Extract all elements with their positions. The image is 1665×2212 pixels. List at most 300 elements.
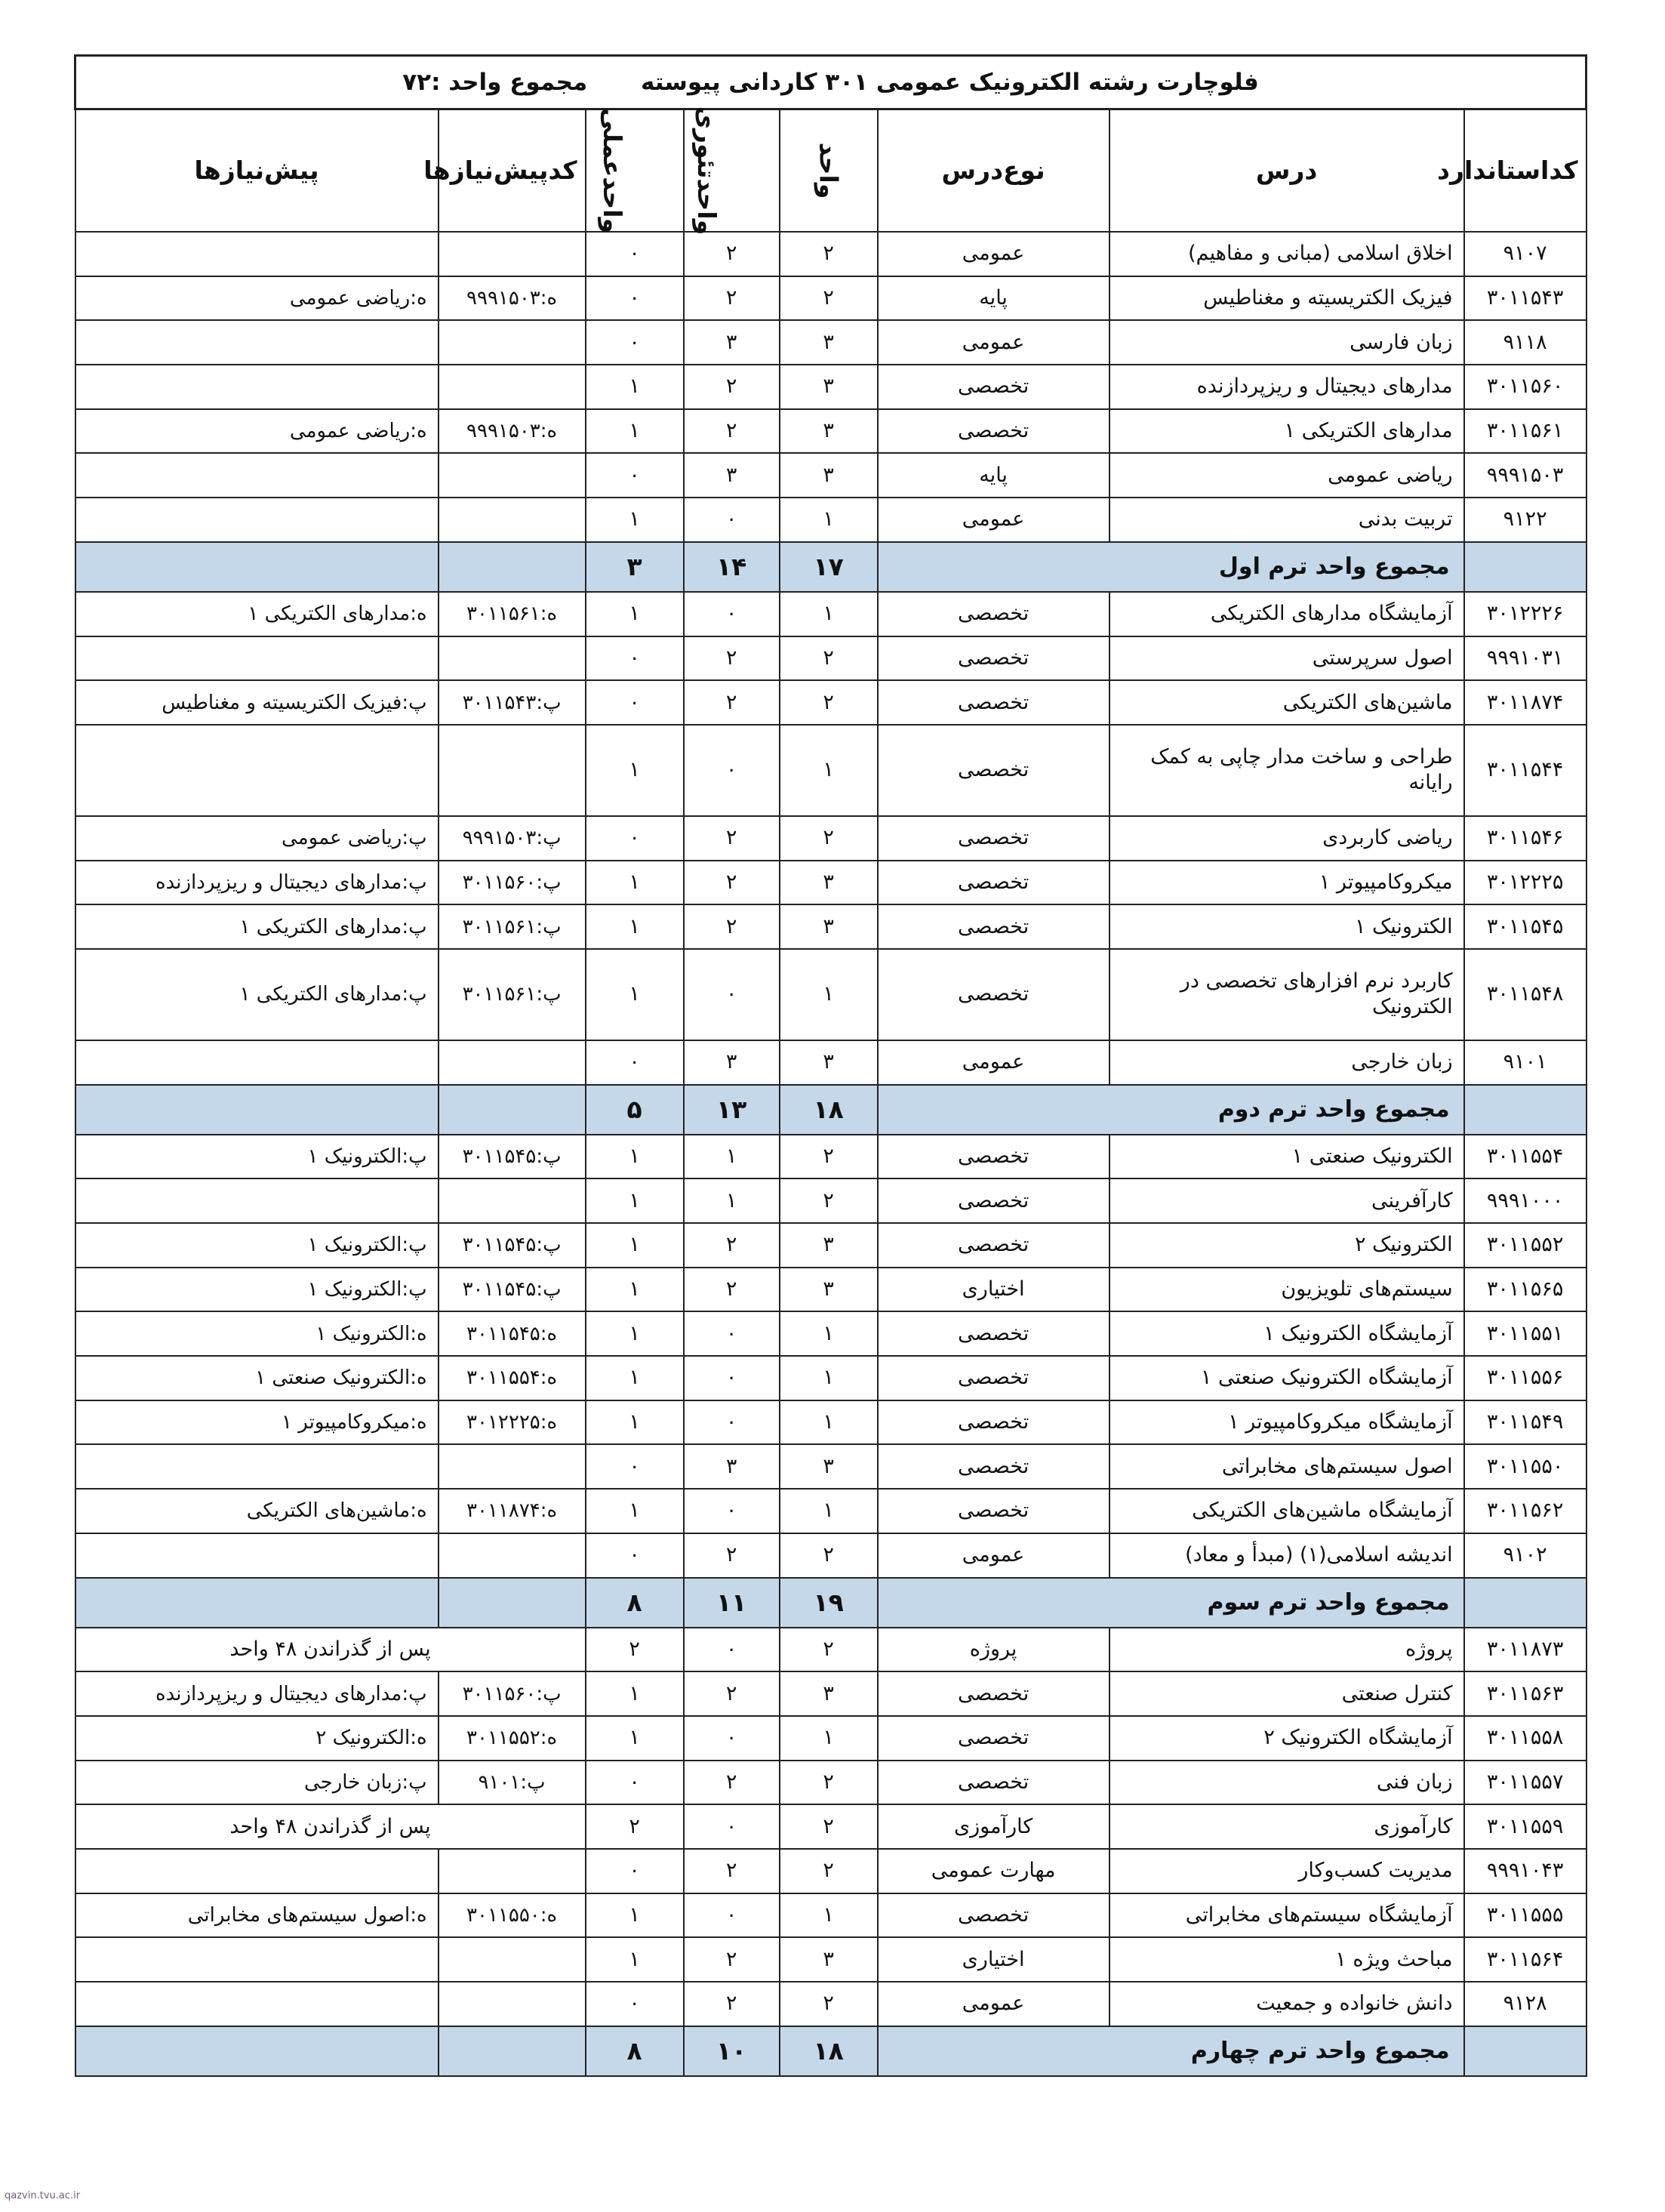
course-practical-units: ۱	[586, 1223, 684, 1268]
course-name: زبان فنی	[1109, 1761, 1464, 1805]
prerequisite-code: ه:۹۹۹۱۵۰۳	[439, 276, 586, 321]
course-theory-units: ۰	[684, 725, 780, 816]
course-table	[74, 54, 1587, 2077]
course-units: ۳	[780, 1444, 878, 1489]
prerequisite-note: پس از گذراندن ۴۸ واحد	[75, 1804, 586, 1849]
course-units: ۱	[780, 1716, 878, 1761]
course-name: زبان خارجی	[1109, 1040, 1464, 1085]
course-type: تخصصی	[878, 904, 1109, 949]
course-units: ۱	[780, 1356, 878, 1400]
course-name: کارآفرینی	[1109, 1178, 1464, 1223]
course-practical-units: ۱	[586, 498, 684, 542]
course-code: ۳۰۱۱۵۵۲	[1464, 1223, 1587, 1268]
course-type: عمومی	[878, 1982, 1109, 2026]
course-units: ۳	[780, 904, 878, 949]
course-theory-units: ۲	[684, 1533, 780, 1578]
course-code: ۳۰۱۱۵۵۰	[1464, 1444, 1587, 1489]
header-units-label: واحد	[814, 142, 844, 199]
course-type: عمومی	[878, 232, 1109, 276]
course-practical-units: ۰	[586, 276, 684, 321]
course-type: تخصصی	[878, 1135, 1109, 1179]
course-theory-units: ۲	[684, 1849, 780, 1893]
title-total: مجموع واحد :۷۲	[402, 69, 588, 96]
prerequisite-name: پ:الکترونیک ۱	[75, 1268, 439, 1312]
prerequisite-code: پ:۳۰۱۱۵۶۰	[439, 861, 586, 905]
course-code: ۳۰۱۱۵۵۴	[1464, 1135, 1587, 1179]
course-practical-units: ۱	[586, 1400, 684, 1445]
course-name: الکترونیک ۲	[1109, 1223, 1464, 1268]
prerequisite-code	[439, 636, 586, 681]
course-name: اصول سیستم‌های مخابراتی	[1109, 1444, 1464, 1489]
course-name: کنترل صنعتی	[1109, 1671, 1464, 1716]
course-units: ۲	[780, 636, 878, 681]
table-row	[75, 680, 1587, 725]
course-type: تخصصی	[878, 636, 1109, 681]
course-name: دانش خانواده و جمعیت	[1109, 1982, 1464, 2026]
prerequisite-name: پ:مدارهای الکتریکی ۱	[75, 904, 439, 949]
course-theory-units: ۱	[684, 1178, 780, 1223]
course-type: پایه	[878, 453, 1109, 498]
term-total-units: ۱۸	[780, 1085, 878, 1135]
course-practical-units: ۱	[586, 1489, 684, 1533]
prerequisite-code: پ:۹۹۹۱۵۰۳	[439, 816, 586, 861]
prerequisite-code: پ:۳۰۱۱۵۶۱	[439, 904, 586, 949]
term-total-practical: ۵	[586, 1085, 684, 1135]
course-type: تخصصی	[878, 1489, 1109, 1533]
course-practical-units: ۰	[586, 1040, 684, 1085]
table-row	[75, 1761, 1587, 1805]
prerequisite-code	[439, 1982, 586, 2026]
prerequisite-name	[75, 453, 439, 498]
course-practical-units: ۱	[586, 365, 684, 409]
prerequisite-name	[75, 1444, 439, 1489]
prerequisite-code: پ:۳۰۱۱۵۴۵	[439, 1135, 586, 1179]
course-type: تخصصی	[878, 1356, 1109, 1400]
course-code: ۳۰۱۱۵۶۴	[1464, 1937, 1587, 1982]
prerequisite-name: پ:الکترونیک ۱	[75, 1223, 439, 1268]
prerequisite-name: ه:الکترونیک ۲	[75, 1716, 439, 1761]
course-practical-units: ۱	[586, 1311, 684, 1356]
term-total-blank	[75, 2026, 439, 2076]
course-type: تخصصی	[878, 1671, 1109, 1716]
course-type: تخصصی	[878, 861, 1109, 905]
title-main: فلوچارت رشته الکترونیک عمومی ۳۰۱ کاردانی پیوسته	[640, 69, 1259, 96]
course-type: تخصصی	[878, 1761, 1109, 1805]
course-name: کارآموزی	[1109, 1804, 1464, 1849]
course-type: تخصصی	[878, 1893, 1109, 1938]
table-row	[75, 1223, 1587, 1268]
course-units: ۲	[780, 1533, 878, 1578]
course-name: الکترونیک ۱	[1109, 904, 1464, 949]
course-theory-units: ۳	[684, 1040, 780, 1085]
course-code: ۹۹۹۱۰۳۱	[1464, 636, 1587, 681]
course-name: آزمایشگاه ماشین‌های الکتریکی	[1109, 1489, 1464, 1533]
course-code: ۹۱۲۲	[1464, 498, 1587, 542]
course-type: عمومی	[878, 498, 1109, 542]
course-type: عمومی	[878, 1533, 1109, 1578]
prerequisite-name	[75, 365, 439, 409]
prerequisite-code	[439, 1178, 586, 1223]
table-row	[75, 1489, 1587, 1533]
course-name: مدیریت کسب‌وکار	[1109, 1849, 1464, 1893]
course-code: ۳۰۱۱۵۶۳	[1464, 1671, 1587, 1716]
course-units: ۳	[780, 453, 878, 498]
course-theory-units: ۲	[684, 276, 780, 321]
term-total-blank	[439, 1085, 586, 1135]
course-type: پروژه	[878, 1628, 1109, 1672]
term-total-row	[75, 1085, 1587, 1135]
course-name: ریاضی عمومی	[1109, 453, 1464, 498]
term-total-blank	[439, 1578, 586, 1628]
prerequisite-code: ه:۳۰۱۱۸۷۴	[439, 1489, 586, 1533]
course-name: سیستم‌های تلویزیون	[1109, 1268, 1464, 1312]
table-row	[75, 409, 1587, 454]
course-code: ۳۰۱۱۵۶۲	[1464, 1489, 1587, 1533]
course-code: ۳۰۱۱۵۵۶	[1464, 1356, 1587, 1400]
course-units: ۲	[780, 816, 878, 861]
course-theory-units: ۲	[684, 816, 780, 861]
course-theory-units: ۰	[684, 1489, 780, 1533]
term-total-blank	[439, 2026, 586, 2076]
table-row	[75, 1849, 1587, 1893]
course-theory-units: ۰	[684, 1628, 780, 1672]
course-units: ۱	[780, 1893, 878, 1938]
course-code: ۳۰۱۱۵۴۹	[1464, 1400, 1587, 1445]
term-total-blank	[439, 542, 586, 592]
prerequisite-code: ه:۳۰۱۱۵۵۰	[439, 1893, 586, 1938]
course-name: میکروکامپیوتر ۱	[1109, 861, 1464, 905]
prerequisite-code	[439, 232, 586, 276]
header-prereq-code: کدپیش‌نیازها	[439, 109, 586, 233]
course-type: تخصصی	[878, 1400, 1109, 1445]
table-row	[75, 1268, 1587, 1312]
table-row	[75, 1533, 1587, 1578]
course-practical-units: ۱	[586, 1893, 684, 1938]
course-theory-units: ۲	[684, 1223, 780, 1268]
course-name: آزمایشگاه میکروکامپیوتر ۱	[1109, 1400, 1464, 1445]
prerequisite-name: پ:زبان خارجی	[75, 1761, 439, 1805]
course-name: کاربرد نرم افزارهای تخصصی در الکترونیک	[1109, 949, 1464, 1040]
header-code: کداستاندارد	[1464, 109, 1587, 233]
prerequisite-name: ه:مدارهای الکتریکی ۱	[75, 592, 439, 636]
table-row	[75, 1135, 1587, 1179]
course-name: اصول سرپرستی	[1109, 636, 1464, 681]
course-type: تخصصی	[878, 949, 1109, 1040]
course-theory-units: ۰	[684, 592, 780, 636]
prerequisite-name: پ:ریاضی عمومی	[75, 816, 439, 861]
course-rows	[75, 232, 1587, 2076]
course-type: پایه	[878, 276, 1109, 321]
prerequisite-name	[75, 1040, 439, 1085]
course-name: زبان فارسی	[1109, 320, 1464, 365]
course-type: عمومی	[878, 1040, 1109, 1085]
prerequisite-code: پ:۳۰۱۱۵۴۵	[439, 1223, 586, 1268]
prerequisite-name: ه:الکترونیک صنعتی ۱	[75, 1356, 439, 1400]
course-units: ۳	[780, 1671, 878, 1716]
course-theory-units: ۲	[684, 1671, 780, 1716]
course-practical-units: ۱	[586, 1356, 684, 1400]
course-practical-units: ۰	[586, 680, 684, 725]
prerequisite-name	[75, 1178, 439, 1223]
course-practical-units: ۰	[586, 232, 684, 276]
prerequisite-code: پ:۳۰۱۱۵۴۳	[439, 680, 586, 725]
course-theory-units: ۲	[684, 1761, 780, 1805]
course-code: ۳۰۱۱۵۶۱	[1464, 409, 1587, 454]
course-name: الکترونیک صنعتی ۱	[1109, 1135, 1464, 1179]
course-type: تخصصی	[878, 725, 1109, 816]
term-total-practical: ۸	[586, 2026, 684, 2076]
prerequisite-code	[439, 1937, 586, 1982]
course-type: تخصصی	[878, 365, 1109, 409]
course-units: ۲	[780, 1982, 878, 2026]
course-theory-units: ۳	[684, 453, 780, 498]
course-units: ۲	[780, 1135, 878, 1179]
course-code: ۳۰۱۲۲۲۵	[1464, 861, 1587, 905]
course-practical-units: ۰	[586, 1533, 684, 1578]
course-units: ۱	[780, 498, 878, 542]
table-row	[75, 498, 1587, 542]
prerequisite-code: ه:۳۰۱۱۵۶۱	[439, 592, 586, 636]
course-units: ۱	[780, 725, 878, 816]
course-type: تخصصی	[878, 1444, 1109, 1489]
prerequisite-name: پ:مدارهای الکتریکی ۱	[75, 949, 439, 1040]
prerequisite-code	[439, 1040, 586, 1085]
course-code: ۳۰۱۱۵۴۵	[1464, 904, 1587, 949]
course-theory-units: ۰	[684, 1400, 780, 1445]
table-row	[75, 1937, 1587, 1982]
table-row	[75, 1804, 1587, 1849]
course-units: ۲	[780, 1804, 878, 1849]
course-code: ۳۰۱۱۸۷۴	[1464, 680, 1587, 725]
course-code: ۳۰۱۱۵۶۰	[1464, 365, 1587, 409]
course-name: ریاضی کاربردی	[1109, 816, 1464, 861]
header-row	[75, 109, 1587, 233]
course-units: ۲	[780, 1761, 878, 1805]
prerequisite-name: پ:الکترونیک ۱	[75, 1135, 439, 1179]
course-theory-units: ۰	[684, 498, 780, 542]
table-row	[75, 1311, 1587, 1356]
term-total-blank	[1464, 2026, 1587, 2076]
course-practical-units: ۲	[586, 1804, 684, 1849]
course-theory-units: ۳	[684, 1444, 780, 1489]
course-theory-units: ۲	[684, 409, 780, 454]
course-theory-units: ۳	[684, 320, 780, 365]
course-name: مباحث ویژه ۱	[1109, 1937, 1464, 1982]
course-code: ۹۱۲۸	[1464, 1982, 1587, 2026]
table-title	[75, 56, 1587, 109]
course-code: ۳۰۱۱۵۵۷	[1464, 1761, 1587, 1805]
course-name: آزمایشگاه الکترونیک ۱	[1109, 1311, 1464, 1356]
flowchart-sheet	[74, 54, 1585, 2077]
table-row	[75, 904, 1587, 949]
prerequisite-code	[439, 320, 586, 365]
course-code: ۹۱۰۲	[1464, 1533, 1587, 1578]
course-code: ۹۱۱۸	[1464, 320, 1587, 365]
course-theory-units: ۲	[684, 365, 780, 409]
course-code: ۳۰۱۱۸۷۳	[1464, 1628, 1587, 1672]
prerequisite-code	[439, 1533, 586, 1578]
prerequisite-code: ه:۳۰۱۱۵۵۴	[439, 1356, 586, 1400]
prerequisite-name: ه:ریاضی عمومی	[75, 409, 439, 454]
course-practical-units: ۱	[586, 1268, 684, 1312]
prerequisite-code	[439, 1849, 586, 1893]
table-row	[75, 1628, 1587, 1672]
table-row	[75, 1356, 1587, 1400]
term-total-label: مجموع واحد ترم سوم	[878, 1578, 1464, 1628]
course-theory-units: ۲	[684, 232, 780, 276]
course-units: ۲	[780, 1849, 878, 1893]
term-total-blank	[1464, 1085, 1587, 1135]
prerequisite-name: ه:اصول سیستم‌های مخابراتی	[75, 1893, 439, 1938]
course-practical-units: ۰	[586, 1444, 684, 1489]
course-theory-units: ۰	[684, 1356, 780, 1400]
course-type: کارآموزی	[878, 1804, 1109, 1849]
table-row	[75, 1671, 1587, 1716]
course-type: تخصصی	[878, 409, 1109, 454]
course-name: اخلاق اسلامی (مبانی و مفاهیم)	[1109, 232, 1464, 276]
prerequisite-name: پ:فیزیک الکتریسیته و مغناطیس	[75, 680, 439, 725]
term-total-blank	[75, 542, 439, 592]
header-prereq: پیش‌نیازها	[75, 109, 439, 233]
course-name: آزمایشگاه الکترونیک صنعتی ۱	[1109, 1356, 1464, 1400]
course-units: ۱	[780, 1311, 878, 1356]
prerequisite-code	[439, 725, 586, 816]
term-total-row	[75, 1578, 1587, 1628]
prerequisite-name	[75, 498, 439, 542]
term-total-practical: ۸	[586, 1578, 684, 1628]
header-practical-label: واحدعملی	[598, 107, 628, 234]
course-units: ۱	[780, 949, 878, 1040]
course-code: ۳۰۱۱۵۴۴	[1464, 725, 1587, 816]
table-row	[75, 861, 1587, 905]
course-practical-units: ۱	[586, 1671, 684, 1716]
course-name: آزمایشگاه سیستم‌های مخابراتی	[1109, 1893, 1464, 1938]
course-units: ۱	[780, 1400, 878, 1445]
course-practical-units: ۲	[586, 1628, 684, 1672]
course-type: تخصصی	[878, 816, 1109, 861]
course-code: ۹۱۰۷	[1464, 232, 1587, 276]
course-name: آزمایشگاه مدارهای الکتریکی	[1109, 592, 1464, 636]
course-practical-units: ۰	[586, 453, 684, 498]
prerequisite-code: پ:۹۱۰۱	[439, 1761, 586, 1805]
prerequisite-name	[75, 1937, 439, 1982]
prerequisite-name: پ:مدارهای دیجیتال و ریزپردازنده	[75, 861, 439, 905]
term-total-blank	[75, 1578, 439, 1628]
table-row	[75, 725, 1587, 816]
course-name: مدارهای دیجیتال و ریزپردازنده	[1109, 365, 1464, 409]
course-code: ۳۰۱۲۲۲۶	[1464, 592, 1587, 636]
table-row	[75, 1040, 1587, 1085]
prerequisite-code	[439, 453, 586, 498]
prerequisite-name	[75, 636, 439, 681]
course-units: ۱	[780, 1489, 878, 1533]
term-total-blank	[1464, 1578, 1587, 1628]
course-code: ۹۹۹۱۰۴۳	[1464, 1849, 1587, 1893]
term-total-blank	[1464, 542, 1587, 592]
course-practical-units: ۱	[586, 861, 684, 905]
course-practical-units: ۰	[586, 320, 684, 365]
term-total-units: ۱۸	[780, 2026, 878, 2076]
table-row	[75, 1716, 1587, 1761]
course-theory-units: ۲	[684, 904, 780, 949]
course-practical-units: ۱	[586, 904, 684, 949]
course-units: ۳	[780, 1040, 878, 1085]
course-units: ۳	[780, 320, 878, 365]
course-units: ۳	[780, 1937, 878, 1982]
course-units: ۳	[780, 1223, 878, 1268]
term-total-practical: ۳	[586, 542, 684, 592]
prerequisite-code: ه:۹۹۹۱۵۰۳	[439, 409, 586, 454]
course-units: ۳	[780, 1268, 878, 1312]
course-practical-units: ۱	[586, 1135, 684, 1179]
course-type: تخصصی	[878, 1311, 1109, 1356]
course-units: ۲	[780, 680, 878, 725]
course-name: اندیشه اسلامی(۱) (مبدأ و معاد)	[1109, 1533, 1464, 1578]
course-units: ۲	[780, 1178, 878, 1223]
course-theory-units: ۰	[684, 1804, 780, 1849]
course-type: مهارت عمومی	[878, 1849, 1109, 1893]
course-code: ۹۹۹۱۵۰۳	[1464, 453, 1587, 498]
table-row	[75, 636, 1587, 681]
course-practical-units: ۱	[586, 1716, 684, 1761]
term-total-label: مجموع واحد ترم چهارم	[878, 2026, 1464, 2076]
table-row	[75, 453, 1587, 498]
course-name: آزمایشگاه الکترونیک ۲	[1109, 1716, 1464, 1761]
prerequisite-code: ه:۳۰۱۲۲۲۵	[439, 1400, 586, 1445]
course-practical-units: ۱	[586, 592, 684, 636]
course-type: تخصصی	[878, 1223, 1109, 1268]
course-type: تخصصی	[878, 680, 1109, 725]
course-practical-units: ۰	[586, 816, 684, 861]
course-code: ۳۰۱۱۵۴۳	[1464, 276, 1587, 321]
prerequisite-code	[439, 365, 586, 409]
prerequisite-name: ه:الکترونیک ۱	[75, 1311, 439, 1356]
course-name: ماشین‌های الکتریکی	[1109, 680, 1464, 725]
course-code: ۳۰۱۱۵۵۹	[1464, 1804, 1587, 1849]
term-total-theory: ۱۱	[684, 1578, 780, 1628]
course-units: ۲	[780, 1628, 878, 1672]
table-row	[75, 1444, 1587, 1489]
course-practical-units: ۰	[586, 1982, 684, 2026]
header-type: نوع‌درس	[878, 109, 1109, 233]
header-units	[780, 109, 878, 233]
prerequisite-name	[75, 1849, 439, 1893]
prerequisite-code: ه:۳۰۱۱۵۴۵	[439, 1311, 586, 1356]
term-total-row	[75, 2026, 1587, 2076]
course-theory-units: ۲	[684, 1268, 780, 1312]
prerequisite-name	[75, 320, 439, 365]
prerequisite-code: پ:۳۰۱۱۵۴۵	[439, 1268, 586, 1312]
header-course: درس	[1109, 109, 1464, 233]
prerequisite-name	[75, 232, 439, 276]
title-row	[75, 56, 1587, 109]
prerequisite-note: پس از گذراندن ۴۸ واحد	[75, 1628, 586, 1672]
course-units: ۲	[780, 232, 878, 276]
prerequisite-name: پ:مدارهای دیجیتال و ریزپردازنده	[75, 1671, 439, 1716]
table-row	[75, 365, 1587, 409]
course-code: ۳۰۱۱۵۵۸	[1464, 1716, 1587, 1761]
table-row	[75, 1982, 1587, 2026]
course-units: ۲	[780, 276, 878, 321]
course-theory-units: ۰	[684, 1311, 780, 1356]
prerequisite-name	[75, 1533, 439, 1578]
course-type: اختیاری	[878, 1937, 1109, 1982]
course-type: اختیاری	[878, 1268, 1109, 1312]
course-theory-units: ۲	[684, 861, 780, 905]
prerequisite-code	[439, 1444, 586, 1489]
course-code: ۹۱۰۱	[1464, 1040, 1587, 1085]
prerequisite-name: ه:ماشین‌های الکتریکی	[75, 1489, 439, 1533]
